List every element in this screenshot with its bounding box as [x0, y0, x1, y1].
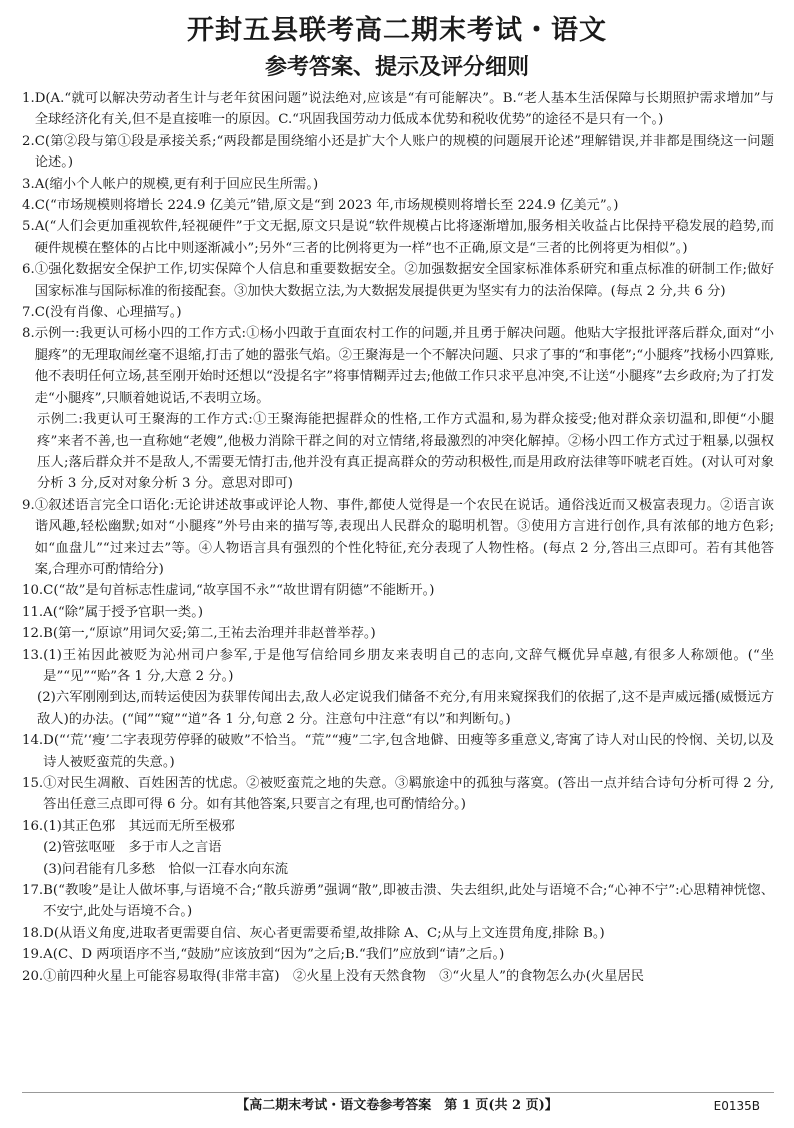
footer-page-info: 【高二期末考试・语文卷参考答案 第 1 页(共 2 页)】 [236, 1098, 558, 1113]
answer-text: D(A.“就可以解决劳动者生计与老年贫困问题”说法绝对,应该是“有可能解决”。B.“老人基本生活保障与长期照护需求增加”与全球经济化有关,但不是直接唯一的原因。C.“巩固我国劳动力低成本优势和税收优势”的途径不是只有一个。) [34, 91, 774, 128]
answer-item-9 [22, 495, 774, 581]
answer-item-18 [22, 923, 774, 944]
answer-number: 16. [22, 818, 44, 834]
page-footer [0, 1097, 794, 1115]
answer-number: 13. [22, 647, 44, 663]
answer-text: A(“除”属于授予官职一类。) [43, 604, 204, 620]
answer-item-16 [22, 816, 774, 880]
answer-text: A(C、D 两项语序不当,“鼓励”应该放到“因为”之后;B.“我们”应放到“请”之后。) [43, 947, 505, 963]
answer-text: B(“教唆”是让人做坏事,与语境不合;“散兵游勇”强调“散”,即被击溃、失去组织,此处与语境不合;“心神不宁”:心思精神恍惚、不安宁,此处与语境不合。) [43, 883, 774, 920]
answer-text: ①前四种火星上可能容易取得(非常丰富) ②火星上没有天然食物 ③“火星人”的食物怎么办(火星居民 [43, 968, 645, 984]
answer-text: C(第②段与第①段是承接关系;“两段都是围绕缩小还是扩大个人账户的规模的问题展开论述”理解错误,并非都是围绕这一问题论述。) [34, 133, 774, 171]
answer-text: ①对民生凋敝、百姓困苦的忧虑。②被贬蛮荒之地的失意。③羁旅途中的孤独与落寞。(答出一点并结合诗句分析可得 2 分,答出任意三点即可得 6 分。如有其他答案,只要言之有理,也可酌情给分。) [43, 776, 774, 813]
answer-item-13 [22, 645, 774, 688]
answer-item-6 [22, 259, 774, 302]
answer-item-20 [22, 966, 774, 987]
answer-item-14 [22, 730, 774, 773]
answer-number: 2. [22, 133, 35, 149]
answer-number: 6. [22, 262, 35, 278]
footer-exam-code: E0135B [713, 1099, 760, 1113]
answer-number: 3. [22, 176, 35, 192]
answer-16-line-1: (1)其正色邪 其远而无所至极邪 [43, 818, 235, 834]
answer-item-4 [22, 195, 774, 216]
answer-text: D(“‘荒’‘瘦’二字表现劳停驿的破败”不恰当。“荒”“瘦”二字,包含地僻、田瘦等多重意义,寄寓了诗人对山民的怜悯、关切,以及诗人被贬蛮荒的失意。) [43, 733, 774, 770]
answer-item-8 [22, 323, 774, 409]
answer-number: 8. [22, 326, 35, 342]
answer-list [22, 88, 774, 987]
answer-number: 12. [22, 626, 44, 642]
answer-example-two: 示例二:我更认可王聚海的工作方式:①王聚海能把握群众的性格,工作方式温和,易为群众接受;他对群众亲切温和,即便“小腿疼”来者不善,也一直称她“老嫂”,他极力消除干群之间的对立情绪,将最激烈的冲突化解掉。②杨小四工作方式过于粗暴,以强权压人;落后群众并不是敌人,不需要无情打击,他并没有真正提高群众的劳动积极性,而是用政府法律等吓唬老百姓。(对认可对象分析 3 分,反对对象分析 3 分。意思对即可) [37, 412, 774, 492]
answer-text: (1)王祐因此被贬为沁州司户参军,于是他写信给同乡朋友来表明自己的志向,文辞气概优异卓越,有很多人称颂他。(“坐是”“见”“贻”各 1 分,大意 2 分。) [43, 647, 774, 684]
answer-number: 19. [22, 947, 44, 963]
answer-item-3 [22, 174, 774, 195]
answer-number: 10. [22, 583, 44, 599]
answer-number: 9. [22, 497, 35, 513]
answer-item-5 [22, 216, 774, 259]
answer-text: ①强化数据安全保护工作,切实保障个人信息和重要数据安全。②加强数据安全国家标准体系研究和重点标准的研制工作;做好国家标准与国际标准的衔接配套。③加快大数据立法,为大数据发展提供更为坚实有力的法治保障。(每点 2 分,共 6 分) [34, 262, 774, 299]
answer-16-line-3: (3)问君能有几多愁 恰似一江春水向东流 [43, 861, 289, 877]
answer-item-1 [22, 88, 774, 131]
answer-item-2 [22, 131, 774, 174]
answer-item-17 [22, 880, 774, 923]
answer-text [43, 816, 774, 880]
answer-item-10 [22, 580, 774, 601]
answer-16-line-2: (2)管弦呕哑 多于市人之言语 [43, 840, 222, 856]
answer-number: 4. [22, 198, 35, 214]
answer-item-12 [22, 623, 774, 644]
answer-item-7 [22, 302, 774, 323]
answer-text: C(“故”是句首标志性虚词,“故享国不永”“故世谓有阴德”不能断开。) [43, 583, 435, 599]
answer-text: C(没有肖像、心理描写。) [34, 305, 182, 321]
answer-text: A(缩小个人帐户的规模,更有利于回应民生所需。) [34, 176, 319, 192]
answer-text: A(“人们会更加重视软件,轻视硬件”于文无据,原文只是说“软件规模占比将逐渐增加,服务相关收益占比保持平稳发展的趋势,而硬件规模在整体的占比中则逐渐减小”;另外“三者的比例将更为一样”也不正确,原文是“三者的比例将更为相似”。) [34, 219, 774, 256]
answer-item-19 [22, 944, 774, 965]
answer-number: 5. [22, 219, 35, 235]
answer-number: 7. [22, 305, 35, 321]
page-title: 开封五县联考高二期末考试・语文 [187, 15, 607, 46]
answer-text: 示例一:我更认可杨小四的工作方式:①杨小四敢于直面农村工作的问题,并且勇于解决问题。他贴大字报批评落后群众,面对“小腿疼”的无理取闹丝毫不退缩,打击了她的嚣张气焰。②王聚海是一个不解决问题、只求了事的“和事佬”;“小腿疼”找杨小四算账,他不表明任何立场,甚至刚开始时还想以“没提名字”将事情糊弄过去;他做工作只求平息冲突,不让送“小腿疼”去乡政府;为了打发走“小腿疼”,只顺着她说话,不表明立场。 [34, 326, 774, 406]
answer-text: B(第一,“原谅”用词欠妥;第二,王祐去治理并非赵普举荐。) [43, 626, 376, 642]
answer-number: 17. [22, 883, 44, 899]
answer-number: 1. [22, 91, 35, 106]
answer-text: C(“市场规模则将增长 224.9 亿美元”错,原文是“到 2023 年,市场规模则将增长至 224.9 亿美元”。) [34, 198, 619, 214]
answer-item-11 [22, 602, 774, 623]
answer-number: 11. [22, 604, 44, 620]
page-subtitle: 参考答案、提示及评分细则 [264, 55, 529, 80]
answer-item-15 [22, 773, 774, 816]
answer-13-part-2: (2)六军刚刚到达,而转运使因为获罪传闻出去,敌人必定说我们储备不充分,有用来窥探我们的依据了,这不是声威远播(威慑远方敌人)的办法。(“闻”“窥”“道”各 1 分,句意 2 分。注意句中注意“有以”和判断句。) [37, 690, 774, 727]
answer-number: 15. [22, 776, 44, 791]
answer-text: D(从语义角度,进取者更需要自信、灰心者更需要希望,故排除 A、C;从与上文连贯角度,排除 B。) [43, 925, 605, 941]
answer-text: ①叙述语言完全口语化:无论讲述故事或评论人物、事件,都使人觉得是一个农民在说话。通俗浅近而又极富表现力。②语言诙谐风趣,轻松幽默;如对“小腿疼”外号由来的描写等,表现出人民群众的聪明机智。③使用方言进行创作,具有浓郁的地方色彩;如“血盘儿”“过来过去”等。④人物语言具有强烈的个性化特征,充分表现了人物性格。(每点 2 分,答出三点即可。若有其他答案,合理亦可酌情给分) [34, 497, 774, 577]
answer-number: 18. [22, 925, 44, 941]
answer-number: 14. [22, 733, 44, 749]
answer-number: 20. [22, 968, 44, 984]
footer-divider [22, 1092, 774, 1093]
